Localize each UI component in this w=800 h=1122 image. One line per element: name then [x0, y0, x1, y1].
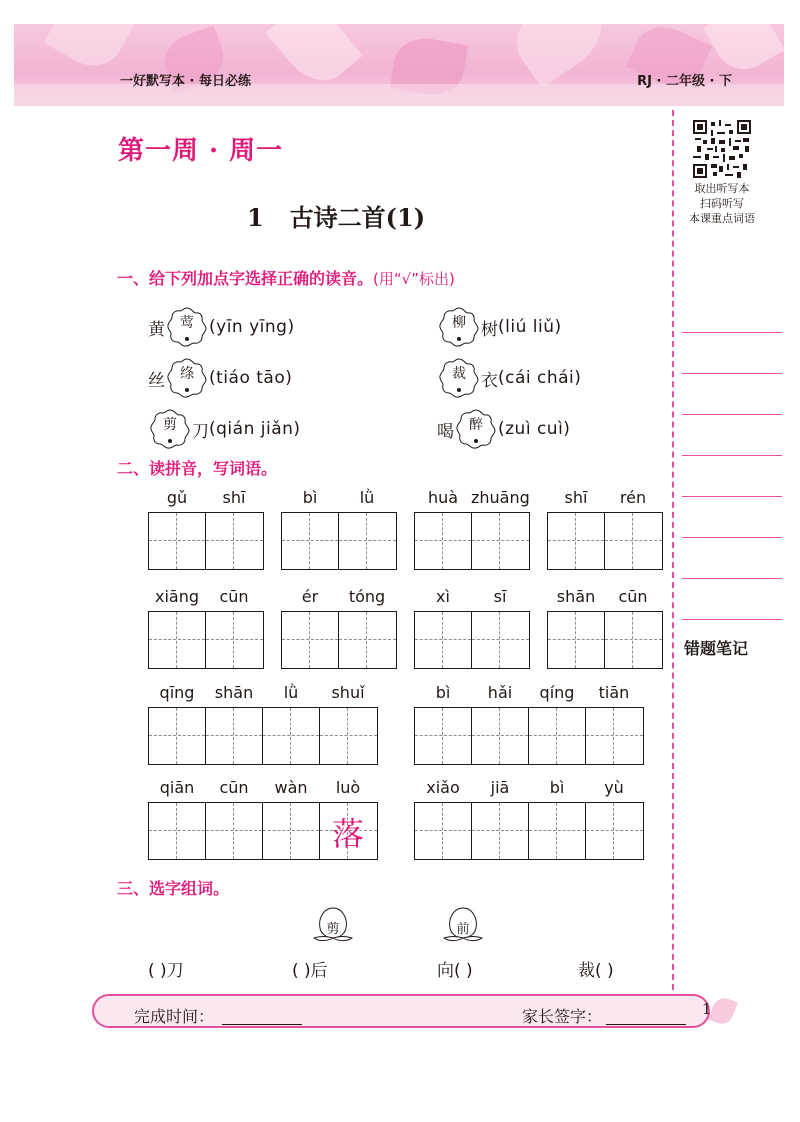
section3-heading: 三、选字组词。 [117, 879, 230, 898]
tianzige-grid [547, 611, 663, 669]
pinyin-syllable: yù [604, 778, 624, 797]
completion-time-field[interactable] [222, 1024, 302, 1025]
book-title: 一好默写本 · 每日必练 [120, 74, 251, 89]
writing-cell[interactable] [263, 708, 320, 764]
writing-cell[interactable] [206, 803, 263, 859]
section1-hint: (用“√”标出) [373, 270, 455, 288]
qr-code-icon[interactable] [693, 120, 751, 178]
pinyin-syllable: lǜ [283, 683, 299, 702]
flower-icon: 绦 [165, 356, 209, 400]
tianzige-grid [148, 611, 264, 669]
footer-bar [92, 994, 710, 1028]
pinyin-syllable: shī [222, 488, 246, 507]
writing-cell[interactable] [415, 803, 472, 859]
pinyin-syllable: cūn [618, 587, 648, 606]
qr-caption: 取出听写本 扫码听写 本课重点词语 [689, 182, 755, 225]
writing-cell[interactable] [586, 708, 643, 764]
writing-cell[interactable] [472, 612, 529, 668]
tianzige-grid [547, 512, 663, 570]
lesson-number: 1 [246, 203, 264, 232]
lesson-title [0, 198, 672, 233]
writing-cell[interactable] [339, 612, 396, 668]
week-title: 第一周 · 周一 [118, 136, 284, 166]
tianzige-grid [148, 707, 378, 765]
pinyin-syllable: shān [214, 683, 254, 702]
lesson-name: 古诗二首(1) [289, 203, 426, 232]
writing-cell[interactable] [586, 803, 643, 859]
tianzige-grid [148, 802, 378, 860]
pron-item-5: 剪 刀 (qián jiǎn) [148, 407, 301, 451]
pinyin-syllable: ér [301, 587, 319, 606]
pinyin-syllable: shuǐ [331, 683, 365, 702]
flower-icon: 莺 [165, 305, 209, 349]
flower-icon: 醉 [454, 407, 498, 451]
tianzige-grid [281, 611, 397, 669]
pinyin-syllable: xiāng [154, 587, 199, 606]
pron-item-1: 黄 莺 (yīn yīng) [148, 305, 295, 349]
tianzige-grid [281, 512, 397, 570]
flower-icon: 剪 [148, 407, 192, 451]
tianzige-grid [148, 512, 264, 570]
pinyin-syllable: xiǎo [426, 778, 460, 797]
pinyin-syllable: cūn [219, 778, 249, 797]
writing-cell[interactable] [605, 513, 662, 569]
pron-item-6: 喝 醉 (zuì cuì) [437, 407, 570, 451]
pron-item-4: 裁 衣 (cái chái) [437, 356, 581, 400]
pinyin-syllable: qíng [539, 683, 575, 702]
writing-cell[interactable] [149, 612, 206, 668]
writing-cell[interactable] [206, 612, 263, 668]
pinyin-syllable: hǎi [487, 683, 513, 702]
section2-heading: 二、读拼音，写词语。 [117, 459, 278, 478]
writing-cell[interactable] [263, 803, 320, 859]
pinyin-syllable: qiān [159, 778, 195, 797]
notes-title: 错题笔记 [684, 639, 749, 658]
pinyin-syllable: tóng [348, 587, 386, 606]
pinyin-syllable: zhuāng [471, 488, 530, 507]
pinyin-syllable: xì [436, 587, 450, 606]
peach-icon [312, 904, 354, 944]
pinyin-syllable: shī [564, 488, 588, 507]
writing-cell[interactable] [548, 513, 605, 569]
pinyin-syllable: rén [619, 488, 647, 507]
writing-cell[interactable] [415, 612, 472, 668]
sidebar-divider [672, 110, 674, 1000]
pinyin-syllable: lǜ [359, 488, 375, 507]
writing-cell[interactable] [320, 803, 377, 859]
fill-blank-1[interactable]: ( )刀 [148, 961, 184, 981]
tianzige-grid [414, 611, 530, 669]
completion-time-label: 完成时间： [134, 1007, 215, 1026]
pinyin-syllable: jiā [490, 778, 510, 797]
tianzige-grid [414, 512, 530, 570]
pinyin-syllable: gǔ [166, 488, 188, 507]
writing-cell[interactable] [548, 612, 605, 668]
writing-cell[interactable] [529, 708, 586, 764]
pinyin-syllable: luò [335, 778, 361, 797]
fill-blank-2[interactable]: ( )后 [292, 961, 328, 981]
notes-lines [682, 332, 782, 660]
pron-item-2: 柳 树 (liú liǔ) [437, 305, 562, 349]
writing-cell[interactable] [282, 513, 339, 569]
writing-cell[interactable] [415, 708, 472, 764]
fill-blank-4[interactable]: 裁( ) [578, 961, 614, 981]
writing-cell[interactable] [206, 708, 263, 764]
pinyin-syllable: bì [302, 488, 318, 507]
pinyin-syllable: wàn [274, 778, 308, 797]
writing-cell[interactable] [605, 612, 662, 668]
writing-cell[interactable] [529, 803, 586, 859]
pron-item-3: 丝 绦 (tiáo tāo) [148, 356, 292, 400]
writing-cell[interactable] [472, 708, 529, 764]
tianzige-grid [414, 707, 644, 765]
writing-cell[interactable] [149, 803, 206, 859]
choice-char-1: 剪 [326, 922, 340, 937]
section1-heading: 一、给下列加点字选择正确的读音。(用“√”标出) [117, 269, 455, 288]
page-number: 1 [702, 1000, 712, 1018]
writing-cell[interactable] [472, 513, 529, 569]
pinyin-syllable: shān [556, 587, 596, 606]
parent-signature-field[interactable] [606, 1024, 686, 1025]
pinyin-syllable: qīng [159, 683, 195, 702]
flower-icon: 裁 [437, 356, 481, 400]
choice-char-2: 前 [456, 922, 470, 937]
writing-cell[interactable] [282, 612, 339, 668]
peach-icon [442, 904, 484, 944]
writing-cell[interactable] [206, 513, 263, 569]
writing-cell[interactable] [415, 513, 472, 569]
flower-icon: 柳 [437, 305, 481, 349]
writing-cell[interactable] [149, 513, 206, 569]
pinyin-syllable: huà [427, 488, 459, 507]
given-character: 落 [331, 815, 364, 853]
writing-cell[interactable] [320, 708, 377, 764]
pinyin-syllable: cūn [219, 587, 249, 606]
pinyin-syllable: bì [549, 778, 565, 797]
writing-cell[interactable] [149, 708, 206, 764]
fill-blank-3[interactable]: 向( ) [437, 961, 473, 981]
pinyin-syllable: sī [493, 587, 507, 606]
parent-signature-label: 家长签字： [522, 1007, 603, 1026]
pinyin-syllable: bì [435, 683, 451, 702]
pinyin-syllable: tiān [598, 683, 630, 702]
writing-cell[interactable] [472, 803, 529, 859]
grade-label: RJ · 二年级 · 下 [637, 74, 732, 89]
writing-cell[interactable] [339, 513, 396, 569]
tianzige-grid [414, 802, 644, 860]
